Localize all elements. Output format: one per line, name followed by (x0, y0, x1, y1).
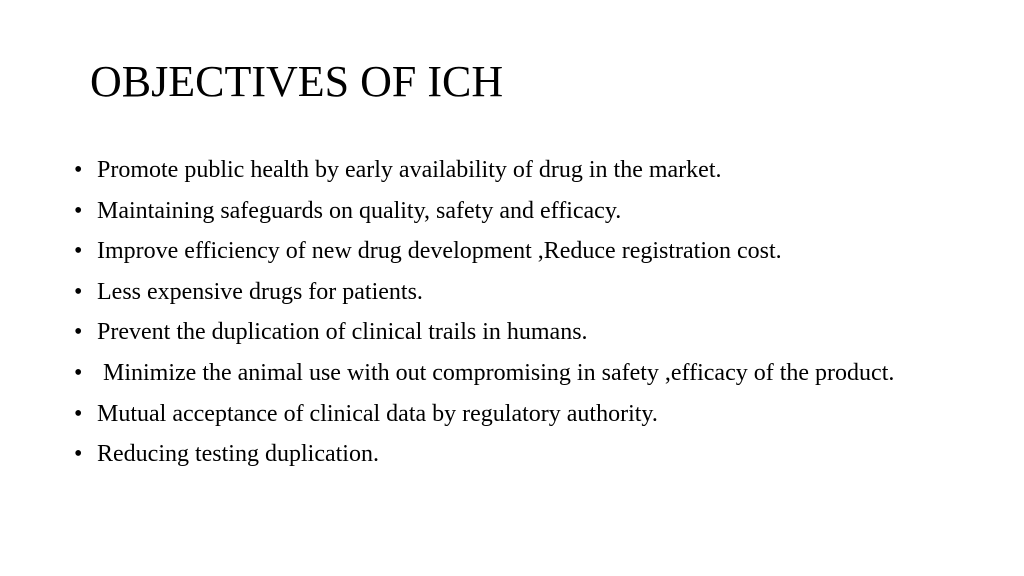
bullet-text: Maintaining safeguards on quality, safety and efficacy. (97, 197, 622, 224)
bullet-item (74, 399, 945, 429)
bullet-item (74, 317, 945, 347)
bullet-item (74, 277, 945, 307)
bullet-item (74, 358, 945, 388)
bullet-dot-icon: • (74, 319, 83, 346)
bullet-item (74, 155, 945, 185)
bullet-text: Promote public health by early availability of drug in the market. (97, 157, 722, 183)
bullet-dot-icon: • (74, 359, 83, 386)
bullet-dot-icon: • (74, 278, 83, 305)
bullet-item (74, 196, 945, 226)
bullet-text: Reducing testing duplication. (97, 441, 379, 468)
bullet-item (74, 439, 945, 469)
bullet-text: Improve efficiency of new drug development ,Reduce registration cost. (97, 238, 782, 265)
bullet-text: Mutual acceptance of clinical data by regulatory authority. (97, 400, 658, 427)
bullet-dot-icon: • (74, 400, 83, 427)
bullet-text: Less expensive drugs for patients. (97, 278, 423, 305)
slide-title: OBJECTIVES OF ICH (90, 57, 504, 106)
bullet-text: Prevent the duplication of clinical trails in humans. (97, 319, 588, 346)
bullet-text: Minimize the animal use with out compromising in safety ,efficacy of the product. (97, 359, 895, 386)
bullet-dot-icon: • (74, 441, 83, 468)
bullet-list (74, 155, 945, 480)
bullet-dot-icon: • (74, 157, 83, 183)
bullet-item (74, 236, 945, 266)
bullet-dot-icon: • (74, 238, 83, 265)
bullet-dot-icon: • (74, 197, 83, 224)
